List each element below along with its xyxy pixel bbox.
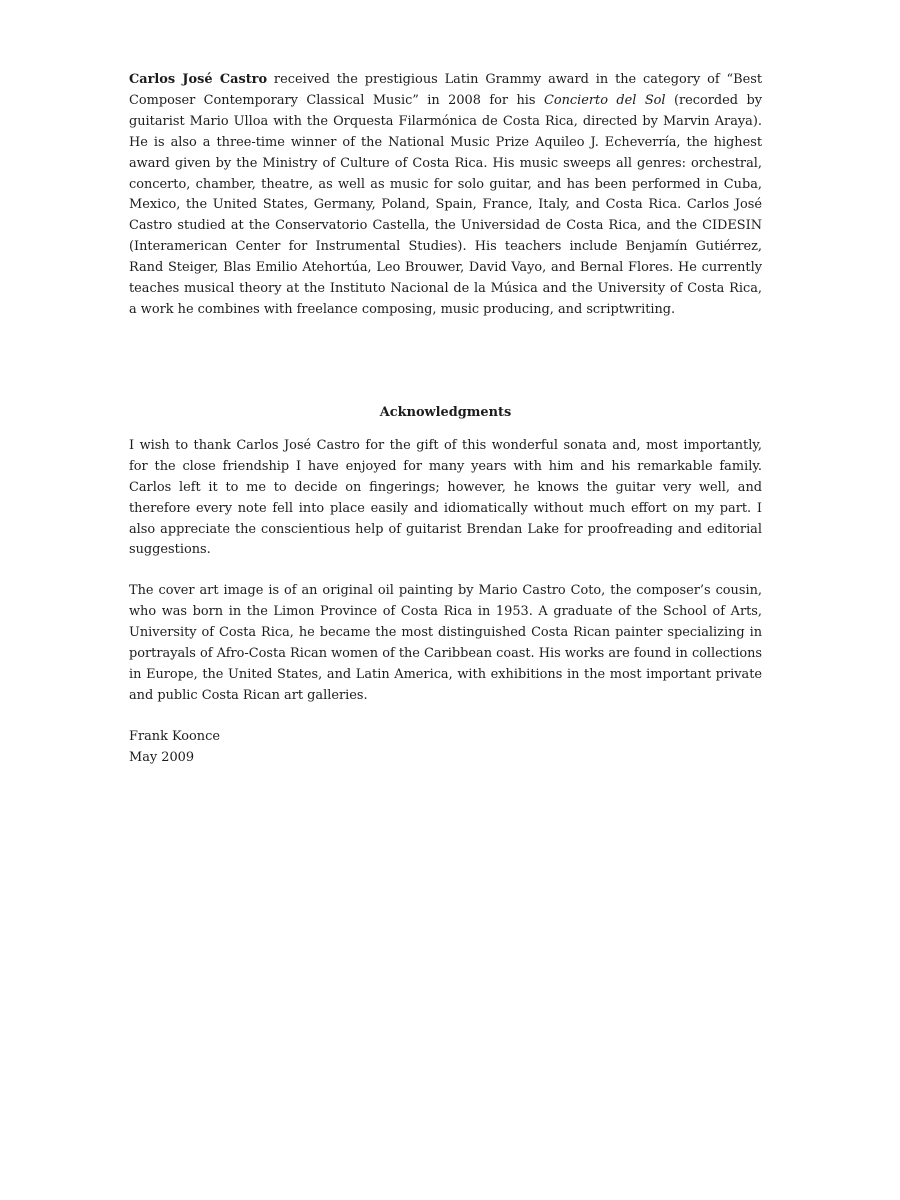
acknowledgments-paragraph-2: The cover art image is of an original oil painting by Mario Castro Coto, the composer’s cousin, who was born in the Limon Province of Costa Rica in 1953. A graduate of the School of Arts, University of Costa Rica, he became the most distinguished Costa Rican painter specializing in portrayals of Afro-Costa Rican women of the Caribbean coast. His works are found in collections in Europe, the United States, and Latin America, with exhibitions in the most important private and public Costa Rican art galleries.: [129, 583, 762, 703]
acknowledgments-heading: Acknowledgments: [379, 404, 512, 420]
acknowledgments-paragraph-1: I wish to thank Carlos José Castro for the gift of this wonderful sonata and, most importantly, for the close friendship I have enjoyed for many years with him and his remarkable family. Carlos left it to me to decide on fingerings; however, he knows the guitar very well, and therefore every note fell into place easily and idiomatically without much effort on my part. I also appreciate the conscientious help of guitarist Brendan Lake for proofreading and editorial suggestions.: [129, 437, 762, 558]
work-title: Concierto del Sol: [543, 92, 666, 108]
signature-date: May 2009: [129, 749, 195, 765]
signature-name: Frank Koonce: [129, 728, 220, 744]
composer-biography: [129, 70, 762, 321]
signature-block: [129, 727, 762, 769]
composer-name: Carlos José Castro: [129, 72, 268, 87]
document-page: [129, 70, 762, 769]
bio-text-part-1: received the prestigious Latin Grammy award in the category of “Best Composer Contemporary Classical Music” in 2008 for his: [129, 72, 762, 108]
bio-text-part-2: (recorded by guitarist Mario Ulloa with the Orquesta Filarmónica de Costa Rica, directed by Marvin Araya). He is also a three-time winner of the National Music Prize Aquileo J. Echeverría, the highest award given by the Ministry of Culture of Costa Rica. His music sweeps all genres: orchestral, concerto, chamber, theatre, as well as music for solo guitar, and has been performed in Cuba, Mexico, the United States, Germany, Poland, Spain, France, Italy, and Costa Rica. Carlos José Castro studied at the Conservatorio Castella, the Universidad de Costa Rica, and the CIDESIN (Interamerican Center for Instrumental Studies). His teachers include Benjamín Gutiérrez, Rand Steiger, Blas Emilio Atehortúa, Leo Brouwer, David Vayo, and Bernal Flores. He currently teaches musical theory at the Instituto Nacional de la Música and the University of Costa Rica, a work he combines with freelance composing, music producing, and scriptwriting.: [129, 92, 763, 317]
